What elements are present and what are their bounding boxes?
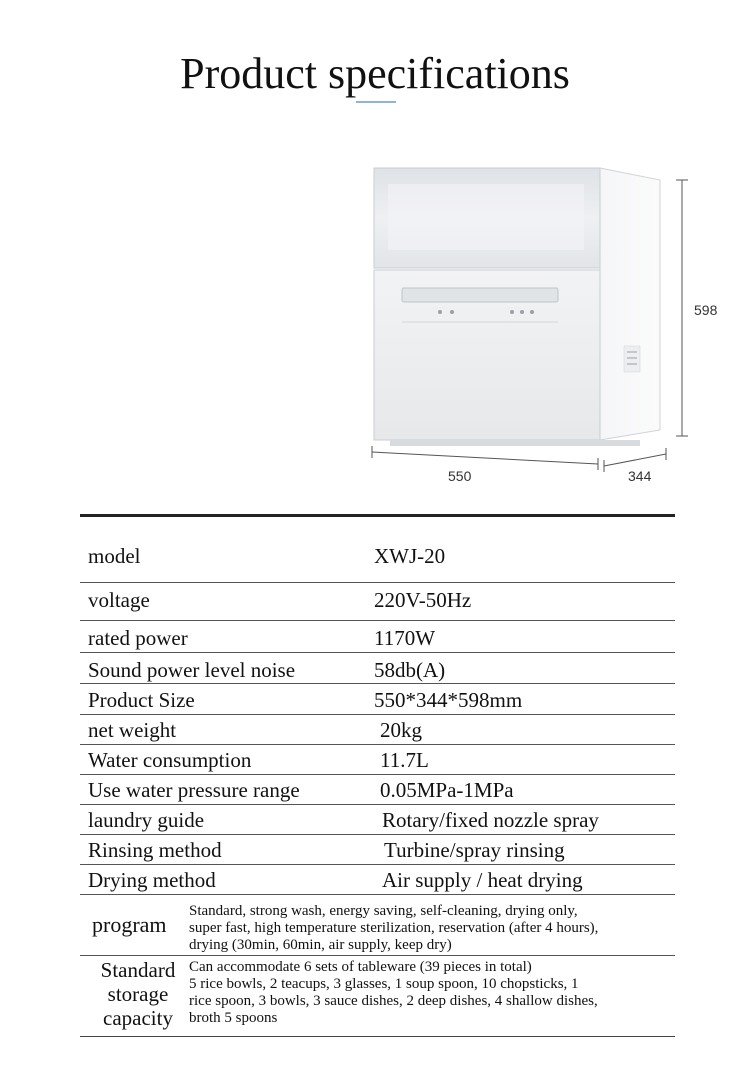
capacity-line: rice spoon, 3 bowls, 3 sauce dishes, 2 deep dishes, 4 shallow dishes, — [189, 993, 598, 1009]
height-dimension-label: 598 — [694, 302, 718, 318]
spec-value: Air supply / heat drying — [382, 868, 583, 892]
spec-label: Drying method — [88, 868, 216, 892]
spec-value: Turbine/spray rinsing — [384, 838, 565, 862]
capacity-label — [92, 958, 184, 1030]
spec-label: Water consumption — [88, 748, 252, 772]
capacity-line: Can accommodate 6 sets of tableware (39 pieces in total) — [189, 959, 532, 975]
spec-value: Rotary/fixed nozzle spray — [382, 808, 599, 832]
width-dimension-label: 550 — [448, 468, 472, 484]
spec-label: Rinsing method — [88, 838, 222, 862]
table-bottom-rule — [80, 1036, 675, 1037]
capacity-label-line: storage — [107, 982, 169, 1006]
row-divider — [80, 683, 675, 684]
spec-label: rated power — [88, 626, 188, 650]
spec-value: 20kg — [380, 718, 422, 742]
spec-label: Sound power level noise — [88, 658, 296, 682]
row-divider — [80, 652, 675, 653]
spec-value: 550*344*598mm — [374, 688, 523, 712]
row-divider — [80, 955, 675, 956]
title-accent-line — [356, 101, 396, 103]
program-line: drying (30min, 60min, air supply, keep dry) — [189, 937, 452, 953]
capacity-description — [189, 959, 709, 1027]
capacity-line: 5 rice bowls, 2 teacups, 3 glasses, 1 soup spoon, 10 chopsticks, 1 — [189, 976, 579, 992]
page-title: Product specifications — [180, 49, 570, 98]
row-divider — [80, 894, 675, 895]
spec-label: net weight — [88, 718, 177, 742]
capacity-label-line: capacity — [103, 1006, 173, 1030]
row-divider — [80, 714, 675, 715]
dishwasher-illustration — [360, 160, 720, 500]
spec-value: 0.05MPa-1MPa — [380, 778, 514, 802]
row-divider — [80, 744, 675, 745]
spec-value: 1170W — [374, 626, 436, 650]
row-divider — [80, 804, 675, 805]
depth-dimension-label: 344 — [628, 468, 652, 484]
program-description — [189, 903, 709, 954]
spec-value: 220V-50Hz — [374, 588, 472, 612]
spec-value: XWJ-20 — [374, 544, 446, 568]
table-top-rule — [80, 514, 675, 517]
row-divider — [80, 582, 675, 583]
spec-value: 11.7L — [380, 748, 429, 772]
row-divider — [80, 774, 675, 775]
capacity-line: broth 5 spoons — [189, 1010, 278, 1026]
row-divider — [80, 864, 675, 865]
capacity-label-line: Standard — [100, 958, 176, 982]
program-label: program — [92, 912, 167, 937]
row-divider — [80, 620, 675, 621]
spec-label: voltage — [88, 588, 150, 612]
program-line: Standard, strong wash, energy saving, self-cleaning, drying only, — [189, 903, 578, 919]
program-line: super fast, high temperature sterilization, reservation (after 4 hours), — [189, 920, 599, 936]
spec-label: Use water pressure range — [88, 778, 300, 802]
spec-value: 58db(A) — [374, 658, 446, 682]
spec-label: laundry guide — [88, 808, 205, 832]
spec-label: model — [88, 544, 141, 568]
spec-row-model — [88, 544, 675, 588]
spec-label: Product Size — [88, 688, 195, 712]
row-divider — [80, 834, 675, 835]
